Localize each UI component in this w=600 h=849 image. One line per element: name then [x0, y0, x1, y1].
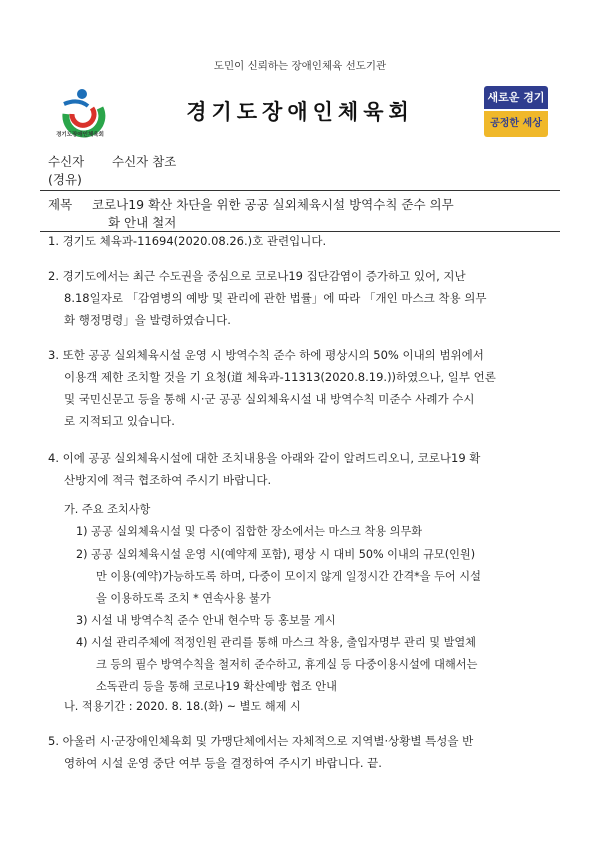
- subject-line-1: 코로나19 확산 차단을 위한 공공 실외체육시설 방역수칙 준수 의무: [92, 197, 454, 212]
- slogan-badge: [484, 86, 548, 140]
- list-item: 4) 시설 관리주체에 적정인원 관리를 통해 마스크 착용, 출입자명부 관리 및 발열체: [76, 636, 476, 649]
- paragraph-4-line: 산방지에 적극 협조하여 주시기 바랍니다.: [64, 473, 272, 487]
- paragraph-4-line: 4. 이에 공공 실외체육시설에 대한 조치내용을 아래와 같이 알려드리오니, 코로나19 확: [48, 451, 481, 465]
- list-item: 소독관리 등을 통해 코로나19 확산예방 협조 안내: [96, 680, 337, 693]
- paragraph-5-line: 5. 아울러 시·군장애인체육회 및 가맹단체에서는 자체적으로 지역별·상황별 특성을 반: [48, 734, 474, 748]
- logo-caption: 경기도장애인체육회: [56, 132, 104, 138]
- divider: [40, 190, 560, 191]
- list-item: 1) 공공 실외체육시설 및 다중이 집합한 장소에서는 마스크 착용 의무화: [76, 525, 423, 538]
- badge-bottom-text: 공정한 세상: [484, 111, 548, 137]
- via-label: (경유): [48, 172, 82, 187]
- recipient-label: 수신자: [48, 154, 85, 169]
- subject-label: 제목: [48, 197, 73, 212]
- paragraph-2-line: 8.18일자로 「감염병의 예방 및 관리에 관한 법률」에 따라 「개인 마스크 착용 의무: [64, 291, 487, 305]
- section-na-heading: 나. 적용기간 : 2020. 8. 18.(화) ~ 별도 해제 시: [64, 700, 301, 713]
- paragraph-3-line: 로 지적되고 있습니다.: [64, 414, 175, 428]
- paragraph-2-line: 화 행정명령」을 발령하였습니다.: [64, 313, 231, 327]
- paragraph-2-line: 2. 경기도에서는 최근 수도권을 중심으로 코로나19 집단감염이 증가하고 있어, 지난: [48, 269, 466, 283]
- list-item: 2) 공공 실외체육시설 운영 시(예약제 포함), 평상 시 대비 50% 이내의 규모(인원): [76, 548, 476, 561]
- paragraph-3-line: 및 국민신문고 등을 통해 시·군 공공 실외체육시설 내 방역수칙 미준수 사례가 수시: [64, 392, 475, 406]
- list-item: 크 등의 필수 방역수칙을 철저히 준수하고, 휴게실 등 다중이용시설에 대해서는: [96, 658, 478, 671]
- section-ga-heading: 가. 주요 조치사항: [64, 503, 151, 516]
- paragraph-1: 1. 경기도 체육과-11694(2020.08.26.)호 관련입니다.: [48, 234, 327, 248]
- subject-line-2: 화 안내 철저: [108, 215, 177, 230]
- paragraph-5-line: 영하여 시설 운영 중단 여부 등을 결정하여 주시기 바랍니다. 끝.: [64, 756, 382, 770]
- organization-title: 경기도장애인체육회: [186, 100, 414, 124]
- paragraph-3-line: 3. 또한 공공 실외체육시설 운영 시 방역수칙 준수 하에 평상시의 50% 이내의 범위에서: [48, 348, 484, 362]
- badge-top-text: 새로운 경기: [484, 86, 548, 109]
- header-slogan: 도민이 신뢰하는 장애인체육 선도기관: [213, 60, 387, 72]
- paragraph-3-line: 이용객 제한 조치할 것을 기 요청(道 체육과-11313(2020.8.19.))하였으나, 일부 언론: [64, 370, 496, 384]
- list-item: 을 이용하도록 조치 * 연속사용 불가: [96, 592, 271, 605]
- list-item: 만 이용(예약)가능하도록 하며, 다중이 모이지 않게 일정시간 간격*을 두어 시설: [96, 570, 481, 583]
- recipient-value: 수신자 참조: [112, 154, 177, 169]
- list-item: 3) 시설 내 방역수칙 준수 안내 현수막 등 홍보물 게시: [76, 614, 336, 627]
